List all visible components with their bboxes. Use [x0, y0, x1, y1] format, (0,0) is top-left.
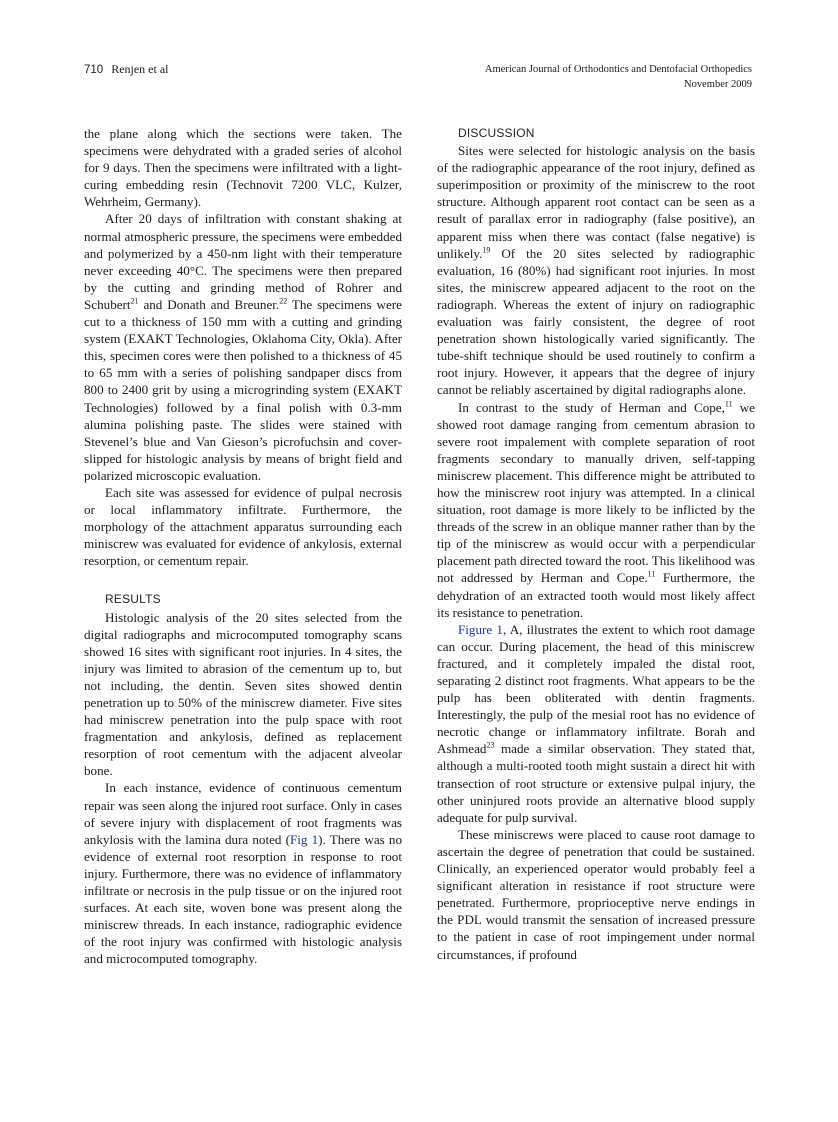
reference-superscript[interactable]: 21 — [130, 296, 139, 306]
paragraph: Histologic analysis of the 20 sites selected from the digital radiographs and microcomputed tomography scans showed 16 sites with significant root injuries. In 4 sites, the injury was limited to abrasion of the cementum up to, but not including, the dentin. Seven sites showed dentin penetration up to 50% of the miniscrew diameter. Five sites had miniscrew penetration into the pulp space with root fragmentation and ankylosis, defined as replacement resorption of root cementum with the adjacent alveolar bone. — [84, 609, 402, 779]
text-run: we showed root damage ranging from cementum abrasion to severe root impalement with complete separation of root fragments secondary to manually driven, self-tapping miniscrew placement. This difference might be attributed to how the miniscrew root injury was attempted. In a clinical situation, root damage is more likely to be inflicted by the threads of the screw in an oblique manner rather than by the tip of the miniscrew as would occur with a perpendicular placement path directed toward the root. This likelihood was not addressed by Herman and Cope. — [437, 399, 755, 586]
figure-link[interactable]: Figure 1 — [458, 621, 503, 637]
reference-superscript[interactable]: 11 — [647, 570, 656, 580]
paragraph — [437, 621, 755, 826]
text-run: made a similar observation. They stated that, although a multi-rooted tooth might sustain a direct hit with transection of root structure or extensive pulpal injury, the other uninjured roots provide an alternative blood supply adequate for pulp survival. — [437, 741, 755, 825]
running-header-left — [84, 62, 169, 77]
results-heading: RESULTS — [105, 592, 161, 607]
issue-date: November 2009 — [684, 79, 752, 90]
reference-superscript[interactable]: 11 — [724, 399, 733, 409]
paragraph: the plane along which the sections were taken. The specimens were dehydrated with a graded series of alcohol for 9 days. Then the specimens were infiltrated with a light-curing embedding resin (Technovit 7200 VLC, Kulzer, Wehrheim, Germany). — [84, 126, 402, 210]
text-run: and Donath and Breuner. — [138, 296, 280, 312]
paragraph — [84, 779, 402, 967]
paragraph: These miniscrews were placed to cause root damage to ascertain the degree of penetration that could be sustained. Clinically, an experienced operator would probably feel a significant alteration in resistance if root structure were penetrated. Furthermore, proprioceptive nerve endings in the PDL would transmit the sensation of increased pressure to the patient in case of root impingement under normal circumstances, if profound — [437, 826, 755, 962]
text-run: Furthermore, the dehydration of an extracted tooth would most likely affect its resistance to penetration. — [437, 570, 755, 620]
figure-link[interactable]: Fig 1 — [290, 831, 319, 847]
reference-superscript[interactable]: 22 — [279, 296, 288, 306]
page-number: 710 — [84, 64, 104, 76]
text-run: , A, illustrates the extent to which root damage can occur. During placement, the head of this miniscrew fractured, and it completely impaled the distal root, separating 2 distinct root fragments. What appears to be the pulp has been obliterated with dentin fragments. Interestingly, the pulp of the mesial root has no evidence of necrotic change or inflammatory infiltrate. Borah and Ashmead — [437, 621, 755, 757]
paragraph — [84, 210, 402, 484]
text-run: In contrast to the study of Herman and Cope, — [458, 399, 725, 415]
paragraph — [437, 399, 755, 621]
text-run: After 20 days of infiltration with constant shaking at normal atmospheric pressure, the specimens were embedded and polymerized by a 450-nm light with their temperature never exceeding 40°C. The specimens were then prepared by the cutting and grinding method of Rohrer and Schubert — [84, 211, 402, 312]
text-run: In each instance, evidence of continuous cementum repair was seen along the injured root surface. Only in cases of severe injury with displacement of root fragments was ankylosis with the lamina dura noted ( — [84, 780, 402, 847]
running-authors: Renjen et al — [111, 62, 169, 76]
paragraph: Each site was assessed for evidence of pulpal necrosis or local inflammatory infiltrate. Furthermore, the morphology of the attachment apparatus surrounding each miniscrew was evaluated for evidence of ankylosis, external resorption, or cementum repair. — [84, 484, 402, 569]
reference-superscript[interactable]: 19 — [482, 245, 491, 255]
running-header-right — [485, 62, 752, 92]
discussion-heading: DISCUSSION — [458, 126, 535, 140]
reference-superscript[interactable]: 23 — [486, 741, 495, 751]
left-column — [84, 125, 402, 968]
text-run: Sites were selected for histologic analysis on the basis of the radiographic appearance of the root injury, defined as superimposition or proximity of the miniscrew to the root structure. Although apparent root contact can be seen as a result of parallax error in radiography (false positive), an apparent miss when there was contact (false negative) is unlikely. — [437, 143, 755, 261]
text-run: The specimens were cut to a thickness of 150 mm with a cutting and grinding system (EXAKT Technologies, Oklahoma City, Okla). After this, specimen cores were then polished to a thickness of 45 to 65 mm with a series of polishing sandpaper discs from 800 to 2400 grit by using a microgrinding system (EXAKT Technologies) followed by a final polish with 0.3-mm alumina polishing paste. The slides were stained with Stevenel’s blue and Van Gieson’s picrofuchsin and cover-slipped for histologic analysis by means of bright field and polarized microscopic evaluation. — [84, 296, 402, 483]
paragraph — [437, 142, 755, 398]
text-run: ). There was no evidence of external root resorption in response to root injury. Furthermore, there was no evidence of inflammatory infiltrate or necrosis in the pulp tissue or on the injured root surfaces. At each site, woven bone was present along the miniscrew threads. In each instance, radiographic evidence of the root injury was confirmed with histologic analysis and microcomputed tomography. — [84, 831, 403, 967]
section-gap — [84, 569, 402, 591]
right-column — [437, 125, 755, 963]
journal-title: American Journal of Orthodontics and Dentofacial Orthopedics — [484, 64, 752, 75]
text-run: Of the 20 sites selected by radiographic evaluation, 16 (80%) had significant root injuries. In most sites, the miniscrew appeared adjacent to the root on the radiograph. Whereas the extent of injury on radiographic evaluation was fairly consistent, the degree of root penetration shown histologically varied significantly. The tube-shift technique should be used routinely to confirm a root injury. However, it appears that the degree of injury cannot be reliably ascertained by digital radiographs alone. — [437, 245, 755, 398]
